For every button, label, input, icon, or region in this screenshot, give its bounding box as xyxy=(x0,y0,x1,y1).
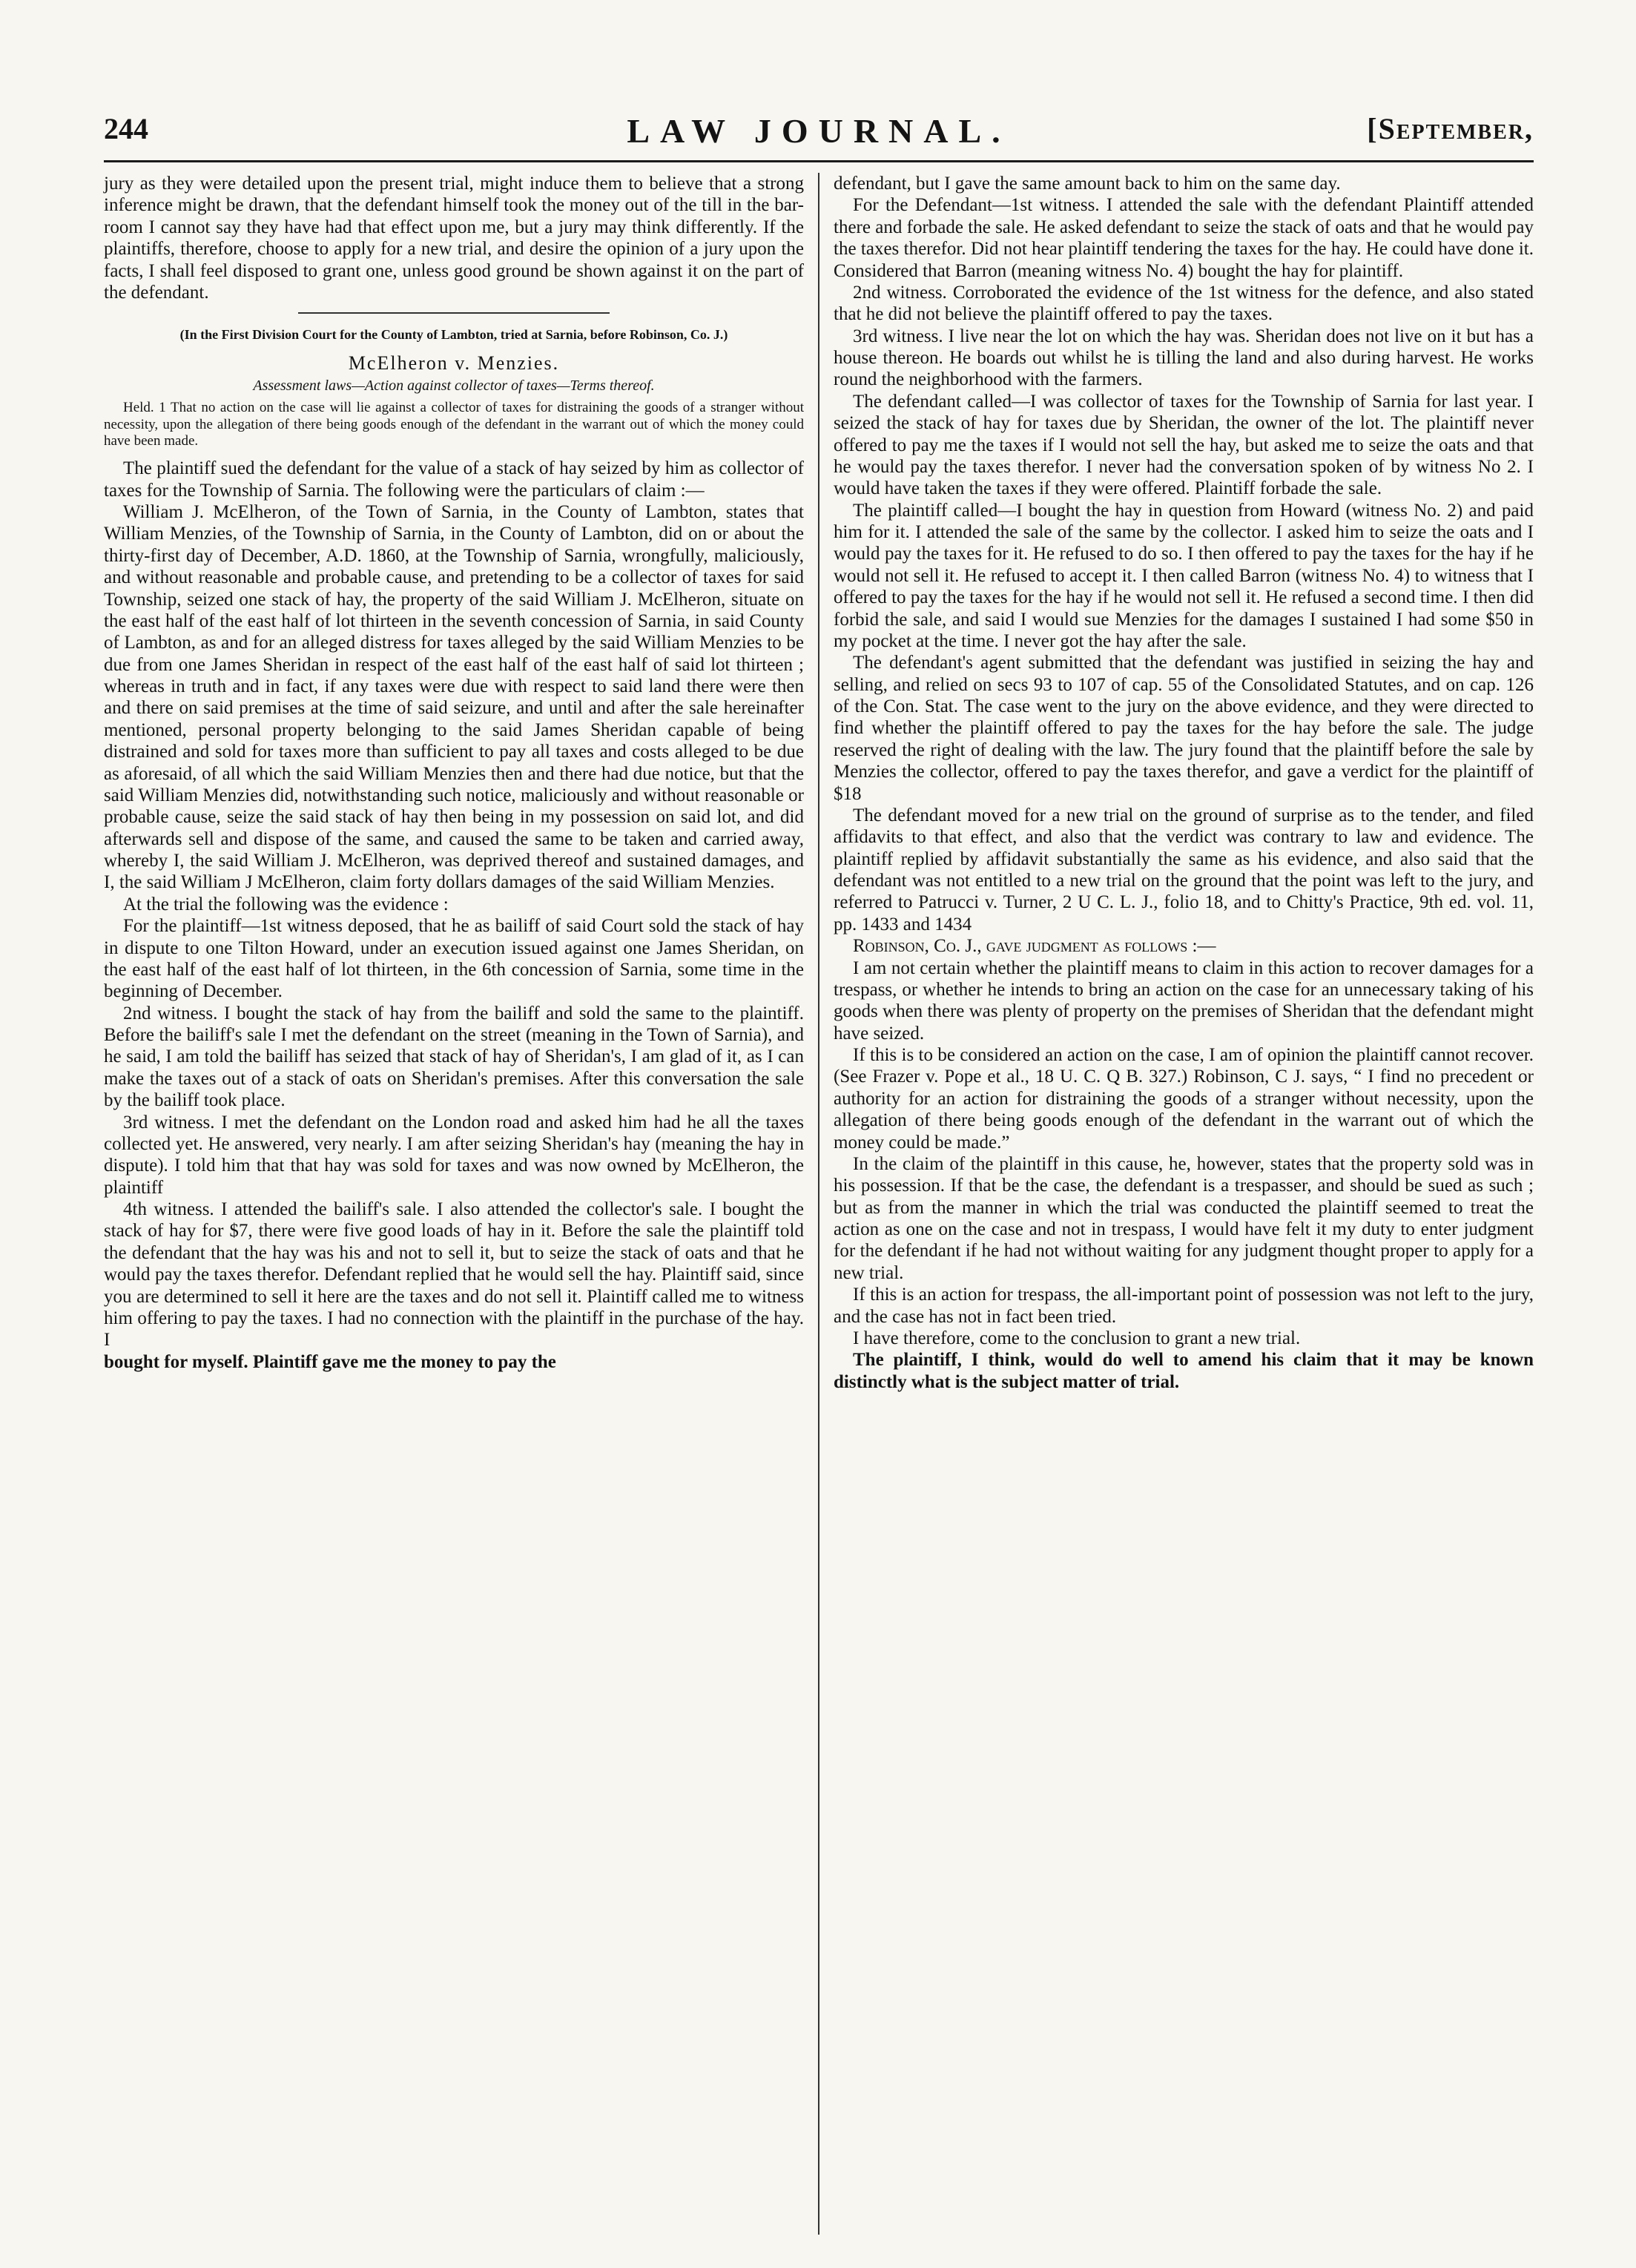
issue-month: [September, xyxy=(1367,112,1534,145)
paragraph: If this is to be considered an action on the case, I am of opinion the plaintiff cannot recover. (See Frazer v. Pope et al., 18 U. C. Q B. 327.) Robinson, C J. says, “ I find no precedent or authority for an action for distraining the goods of a stranger without necessity, upon the allegation of there being goods enough of the defendant in the warrant out of which the money could be made.” xyxy=(834,1045,1534,1153)
paragraph: The defendant called—I was collector of taxes for the Township of Sarnia for last year. I seized the stack of hay for taxes due by Sheridan, the owner of the lot. The plaintiff never offered to pay me the taxes if I would not sell the hay, but asked me to seize the oats and that he would pay the taxes therefor. I never had the conversation spoken of by witness No 2. I would have taken the taxes if they were offered. Plaintiff forbade the sale. xyxy=(834,391,1534,499)
page-number: 244 xyxy=(104,112,148,145)
case-title: McElheron v. Menzies. xyxy=(348,352,560,374)
judgment-intro: Robinson, Co. J., gave judgment as follows :— xyxy=(853,936,1216,957)
header-rule xyxy=(104,160,1534,162)
journal-title: LAW JOURNAL. xyxy=(627,112,1011,150)
paragraph: I have therefore, come to the conclusion to grant a new trial. xyxy=(853,1328,1301,1348)
paragraph: 3rd witness. I met the defendant on the London road and asked him had he all the taxes collected yet. He answered, very nearly. I am after seizing Sheridan's hay (meaning the hay in dispute). I told him that that hay was sold for taxes and was now owned by McElheron, the plaintiff xyxy=(104,1112,804,1198)
paragraph: William J. McElheron, of the Town of Sarnia, in the County of Lambton, states that William Menzies, of the Township of Sarnia, in the County of Lambton, did on or about the thirty-first day of December, A.D. 1860, at the Township of Sarnia, wrongfully, maliciously, and without reasonable and probable cause, and pretending to be a collector of taxes for said Township, seized one stack of hay, the property of the said William J. McElheron, situate on the east half of the east half of lot thirteen in the seventh concession of Sarnia, in said County of Lambton, as and for an alleged distress for taxes alleged by the said William Menzies to be due from one James Sheridan in respect of the east half of the east half of said lot thirteen ; whereas in truth and in fact, if any taxes were due with respect to said land there were then and there on said premises at the time of said seizure, and until and after the sale hereinafter mentioned, personal property belonging to the said James Sheridan capable of being distrained and sold for taxes more than sufficient to pay all taxes and costs alleged to be due as aforesaid, of all which the said William Menzies then and there had due notice, but that the said William Menzies did, notwithstanding such notice, maliciously and without reasonable or probable cause, seize the said stack of hay then being in my possession on said lot, and did afterwards sell and dispose of the same, and caused the same to be taken and carried away, whereby I, the said William J. McElheron, was deprived thereof and sustained damages, and I, the said William J McElheron, claim forty dollars damages of the said William Menzies. xyxy=(104,502,804,893)
paragraph: 2nd witness. I bought the stack of hay from the bailiff and sold the same to the plaintiff. Before the bailiff's sale I met the defendant on the street (meaning in the Town of Sarnia), and he said, I am told the bailiff has seized that stack of hay of Sheridan's, I am glad of it, as I can make the taxes out of a stack of oats on Sheridan's premises. After this conversation the sale by the bailiff took place. xyxy=(104,1003,804,1111)
left-column xyxy=(104,173,818,2235)
paragraph: In the claim of the plaintiff in this cause, he, however, states that the property sold was in his possession. If that be the case, the defendant is a trespasser, and should be sued as such ; but as from the manner in which the trial was conducted the plaintiff seemed to treat the action as one on the case and not in trespass, I would have felt it my duty to enter judgment for the defendant if he had not without waiting for any judgment thought proper to apply for a new trial. xyxy=(834,1153,1534,1283)
paragraph: If this is an action for trespass, the all-important point of possession was not left to the jury, and the case has not in fact been tried. xyxy=(834,1285,1534,1327)
text-columns xyxy=(104,173,1534,2235)
page-header xyxy=(104,111,1534,151)
paragraph: The defendant's agent submitted that the defendant was justified in seizing the hay and selling, and relied on secs 93 to 107 of cap. 55 of the Consolidated Statutes, and on cap. 126 of the Con. Stat. The case went to the jury on the above evidence, and they were directed to find whether the plaintiff offered to pay the taxes for the hay before the sale. The judge reserved the right of dealing with the law. The jury found that the plaintiff before the sale by Menzies the collector, offered to pay the taxes therefor, and gave a verdict for the plaintiff of $18 xyxy=(834,653,1534,804)
paragraph: For the plaintiff—1st witness deposed, that he as bailiff of said Court sold the stack of hay in dispute to one Tilton Howard, under an execution issued against one James Sheridan, on the east half of the east half of lot thirteen, in the 6th concession of Sarnia, some time in the beginning of December. xyxy=(104,916,804,1002)
headnote: Held. 1 That no action on the case will lie against a collector of taxes for distraining the goods of a stranger without necessity, upon the allegation of there being goods enough of the defendant in the warrant out of which the money could have been made. xyxy=(104,399,804,449)
paragraph: The plaintiff sued the defendant for the value of a stack of hay seized by him as collector of taxes for the Township of Sarnia. The following were the particulars of claim :— xyxy=(104,458,804,501)
last-line: bought for myself. Plaintiff gave me the money to pay the xyxy=(104,1351,556,1372)
paragraph: 2nd witness. Corroborated the evidence of the 1st witness for the defence, and also stated that he did not believe the plaintiff offered to pay the taxes. xyxy=(834,282,1534,325)
paragraph: For the Defendant—1st witness. I attended the sale with the defendant Plaintiff attended there and forbade the sale. He asked defendant to seize the stack of oats and that he would pay the taxes therefor. Did not hear plaintiff tendering the taxes for the hay. He could have done it. Considered that Barron (meaning witness No. 4) bought the hay for plaintiff. xyxy=(834,195,1534,281)
paragraph: 4th witness. I attended the bailiff's sale. I also attended the collector's sale. I bought the stack of hay for $7, there were five good loads of hay in it. Before the sale the plaintiff told the defendant that the hay was his and not to sell it, but to seize the stack of oats and that he would pay the taxes therefor. Defendant replied that he would sell the hay. Plaintiff said, since you are determined to sell it here are the taxes and do not sell it. Plaintiff called me to witness him offering to pay the taxes. I had no connection with the plaintiff in the purchase of the hay. I xyxy=(104,1199,804,1351)
paragraph: The plaintiff, I think, would do well to amend his claim that it may be known distinctly what is the subject matter of trial. xyxy=(834,1350,1534,1392)
paragraph: The plaintiff called—I bought the hay in question from Howard (witness No. 2) and paid him for it. I attended the sale of the same by the collector. I asked him to seize the oats and I would pay the taxes for it. He refused to do so. I then offered to pay the taxes for the hay if he would not sell it. He refused to accept it. I then called Barron (witness No. 4) to witness that I offered to pay the taxes for the hay if he would not sell it. He refused a second time. I then did forbid the sale, and said I would sue Menzies for the damages I sustained I had some $50 in my pocket at the time. I never got the hay after the sale. xyxy=(834,500,1534,651)
section-divider xyxy=(298,312,610,314)
paragraph: I am not certain whether the plaintiff means to claim in this action to recover damages for a trespass, or whether he intends to bring an action on the case for an unnecessary taking of his goods when there was plenty of property on the premises of Sheridan that the defendant might have seized. xyxy=(834,957,1534,1044)
paragraph: defendant, but I gave the same amount back to him on the same day. xyxy=(834,174,1341,194)
paragraph: At the trial the following was the evidence : xyxy=(123,894,449,914)
court-note: (In the First Division Court for the County of Lambton, tried at Sarnia, before Robinson, Co. J.) xyxy=(179,327,728,343)
right-column xyxy=(819,173,1534,2235)
carryover-paragraph: jury as they were detailed upon the present trial, might induce them to believe that a strong inference might be drawn, that the defendant himself took the money out of the till in the bar-room I cannot say they have had that effect upon me, but a jury may think differently. If the plaintiffs, therefore, choose to apply for a new trial, and desire the opinion of a jury upon the facts, I shall feel disposed to grant one, unless good ground be shown against it on the part of the defendant. xyxy=(104,174,804,303)
paragraph: The defendant moved for a new trial on the ground of surprise as to the tender, and filed affidavits to that effect, and also that the verdict was contrary to law and evidence. The plaintiff replied by affidavit substantially the same as his evidence, and also said that the defendant was not entitled to a new trial on the ground that the point was left to the jury, and referred to Patrucci v. Turner, 2 U C. L. J., folio 18, and to Chitty's Practice, 9th ed. vol. 11, pp. 1433 and 1434 xyxy=(834,805,1534,934)
paragraph: 3rd witness. I live near the lot on which the hay was. Sheridan does not live on it but has a house thereon. He boards out whilst he is tilling the land and also during harvest. He works round the neighborhood with the farmers. xyxy=(834,326,1534,390)
case-subject: Assessment laws—Action against collector of taxes—Terms thereof. xyxy=(253,378,655,395)
